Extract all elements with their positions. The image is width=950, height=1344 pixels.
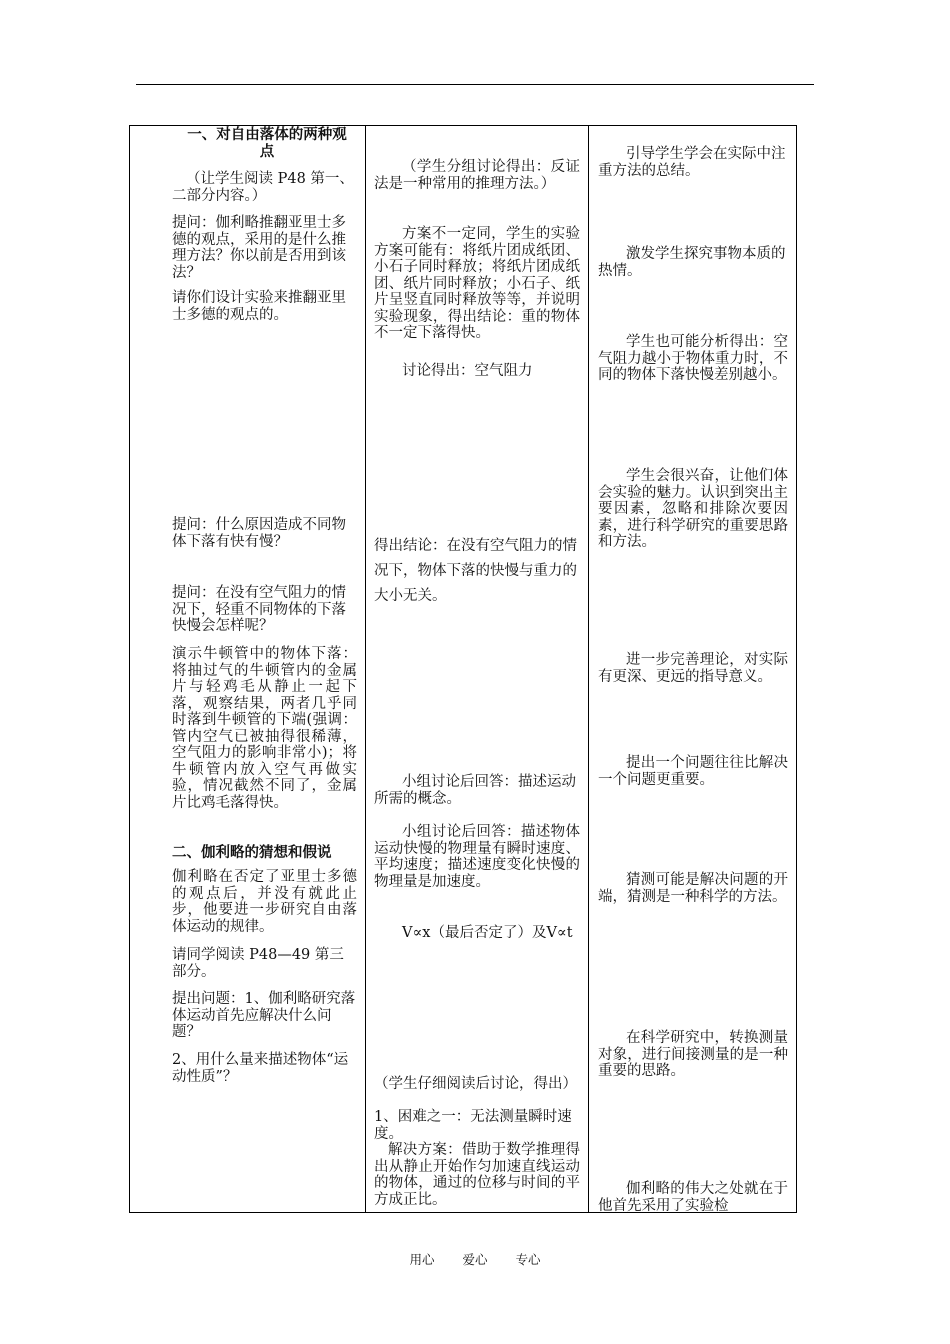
question-2: 2、用什么量来描述物体“运动性质”？: [172, 1052, 349, 1085]
page-footer: [0, 1250, 950, 1268]
footer-text: 专心: [515, 1252, 541, 1267]
footer-text: 用心: [409, 1252, 435, 1267]
group-discussion: （学生分组讨论得出：反证法是一种常用的推理方法。）: [374, 159, 580, 192]
reading-instruction-2: 请同学阅读 P48—49 第三部分。: [172, 947, 344, 980]
reading-instruction: （让学生阅读 P48 第一、二部分内容。）: [172, 171, 354, 204]
note-may-analyze: 学生也可能分析得出：空气阻力越小于物体重力时，不同的物体下落快慢差别越小。: [598, 334, 788, 383]
velocity-relations: V∝x（最后否定了）及V∝t: [402, 925, 573, 941]
lesson-table: [129, 125, 797, 1213]
header-rule: [136, 84, 814, 85]
column-divider: [588, 126, 589, 1212]
no-air-conclusion: 得出结论：在没有空气阻力的情况下，物体下落的快慢与重力的大小无关。: [374, 538, 577, 604]
section-heading-2: 二、伽利略的猜想和假说: [172, 845, 332, 861]
note-guess: 猜测可能是解决问题的开端，猜测是一种科学的方法。: [598, 872, 788, 905]
section-heading-1: 一、对自由落体的两种观 点: [187, 127, 347, 160]
question-cause: 提问：什么原因造成不同物体下落有快有慢？: [172, 517, 346, 550]
experiment-prompt: 请你们设计实验来推翻亚里士多德的观点的。: [172, 290, 346, 323]
newton-tube-demo: 演示牛顿管中的物体下落：将抽过气的牛顿管内的金属片与轻鸡毛从静止一起下落，观察结果，两者几乎同时落到牛顿管的下端(强调：管内空气已被抽得很稀薄，空气阻力的影响非常小)；将牛顿管内放入空气再做实验，情况截然不同了，金属片比鸡毛落得快。: [172, 646, 357, 811]
question-reasoning: 提问：伽利略推翻亚里士多德的观点，采用的是什么推理方法？你以前是否用到该法？: [172, 215, 346, 281]
note-stimulate: 激发学生探究事物本质的热情。: [598, 246, 786, 279]
reading-discussion: （学生仔细阅读后讨论，得出）: [374, 1076, 577, 1092]
answer-quantities: 小组讨论后回答：描述物体运动快慢的物理量有瞬时速度、平均速度；描述速度变化快慢的物理量是加速度。: [374, 824, 580, 890]
difficulty-one: 1、困难之一：无法测量瞬时速度。: [374, 1109, 572, 1142]
note-ask-question: 提出一个问题往往比解决一个问题更重要。: [598, 755, 788, 788]
air-resistance-conclusion: 讨论得出：空气阻力: [402, 363, 533, 379]
galileo-paragraph: 伽利略在否定了亚里士多德的观点后，并没有就此止步，他要进一步研究自由落体运动的规律。: [172, 869, 357, 935]
footer-text: 爱心: [462, 1252, 488, 1267]
solution: 解决方案：借助于数学推理得出从静止开始作匀加速直线运动的物体，通过的位移与时间的平方成正比。: [374, 1142, 580, 1208]
note-galileo-greatness: 伽利略的伟大之处就在于他首先采用了实验检: [598, 1181, 788, 1214]
column-divider: [365, 126, 366, 1212]
question-1: 提出问题：1、伽利略研究落体运动首先应解决什么问题？: [172, 991, 356, 1040]
note-indirect-measure: 在科学研究中，转换测量对象，进行间接测量的是一种重要的思路。: [598, 1030, 788, 1079]
experiment-plans: 方案不一定同，学生的实验方案可能有：将纸片团成纸团、小石子同时释放；将纸片团成纸团、纸片同时释放；小石子、纸片呈竖直同时释放等等，并说明实验现象，得出结论：重的物体不一定下落得快。: [374, 226, 580, 341]
note-guide-summary: 引导学生学会在实际中注重方法的总结。: [598, 146, 786, 179]
answer-concepts: 小组讨论后回答：描述运动所需的概念。: [374, 774, 576, 807]
question-no-air: 提问：在没有空气阻力的情况下，轻重不同物体的下落快慢会怎样呢？: [172, 585, 346, 634]
note-excited: 学生会很兴奋，让他们体会实验的魅力。认识到突出主要因素，忽略和排除次要因素，进行科学研究的重要思路和方法。: [598, 468, 788, 550]
note-improve-theory: 进一步完善理论，对实际有更深、更远的指导意义。: [598, 652, 788, 685]
